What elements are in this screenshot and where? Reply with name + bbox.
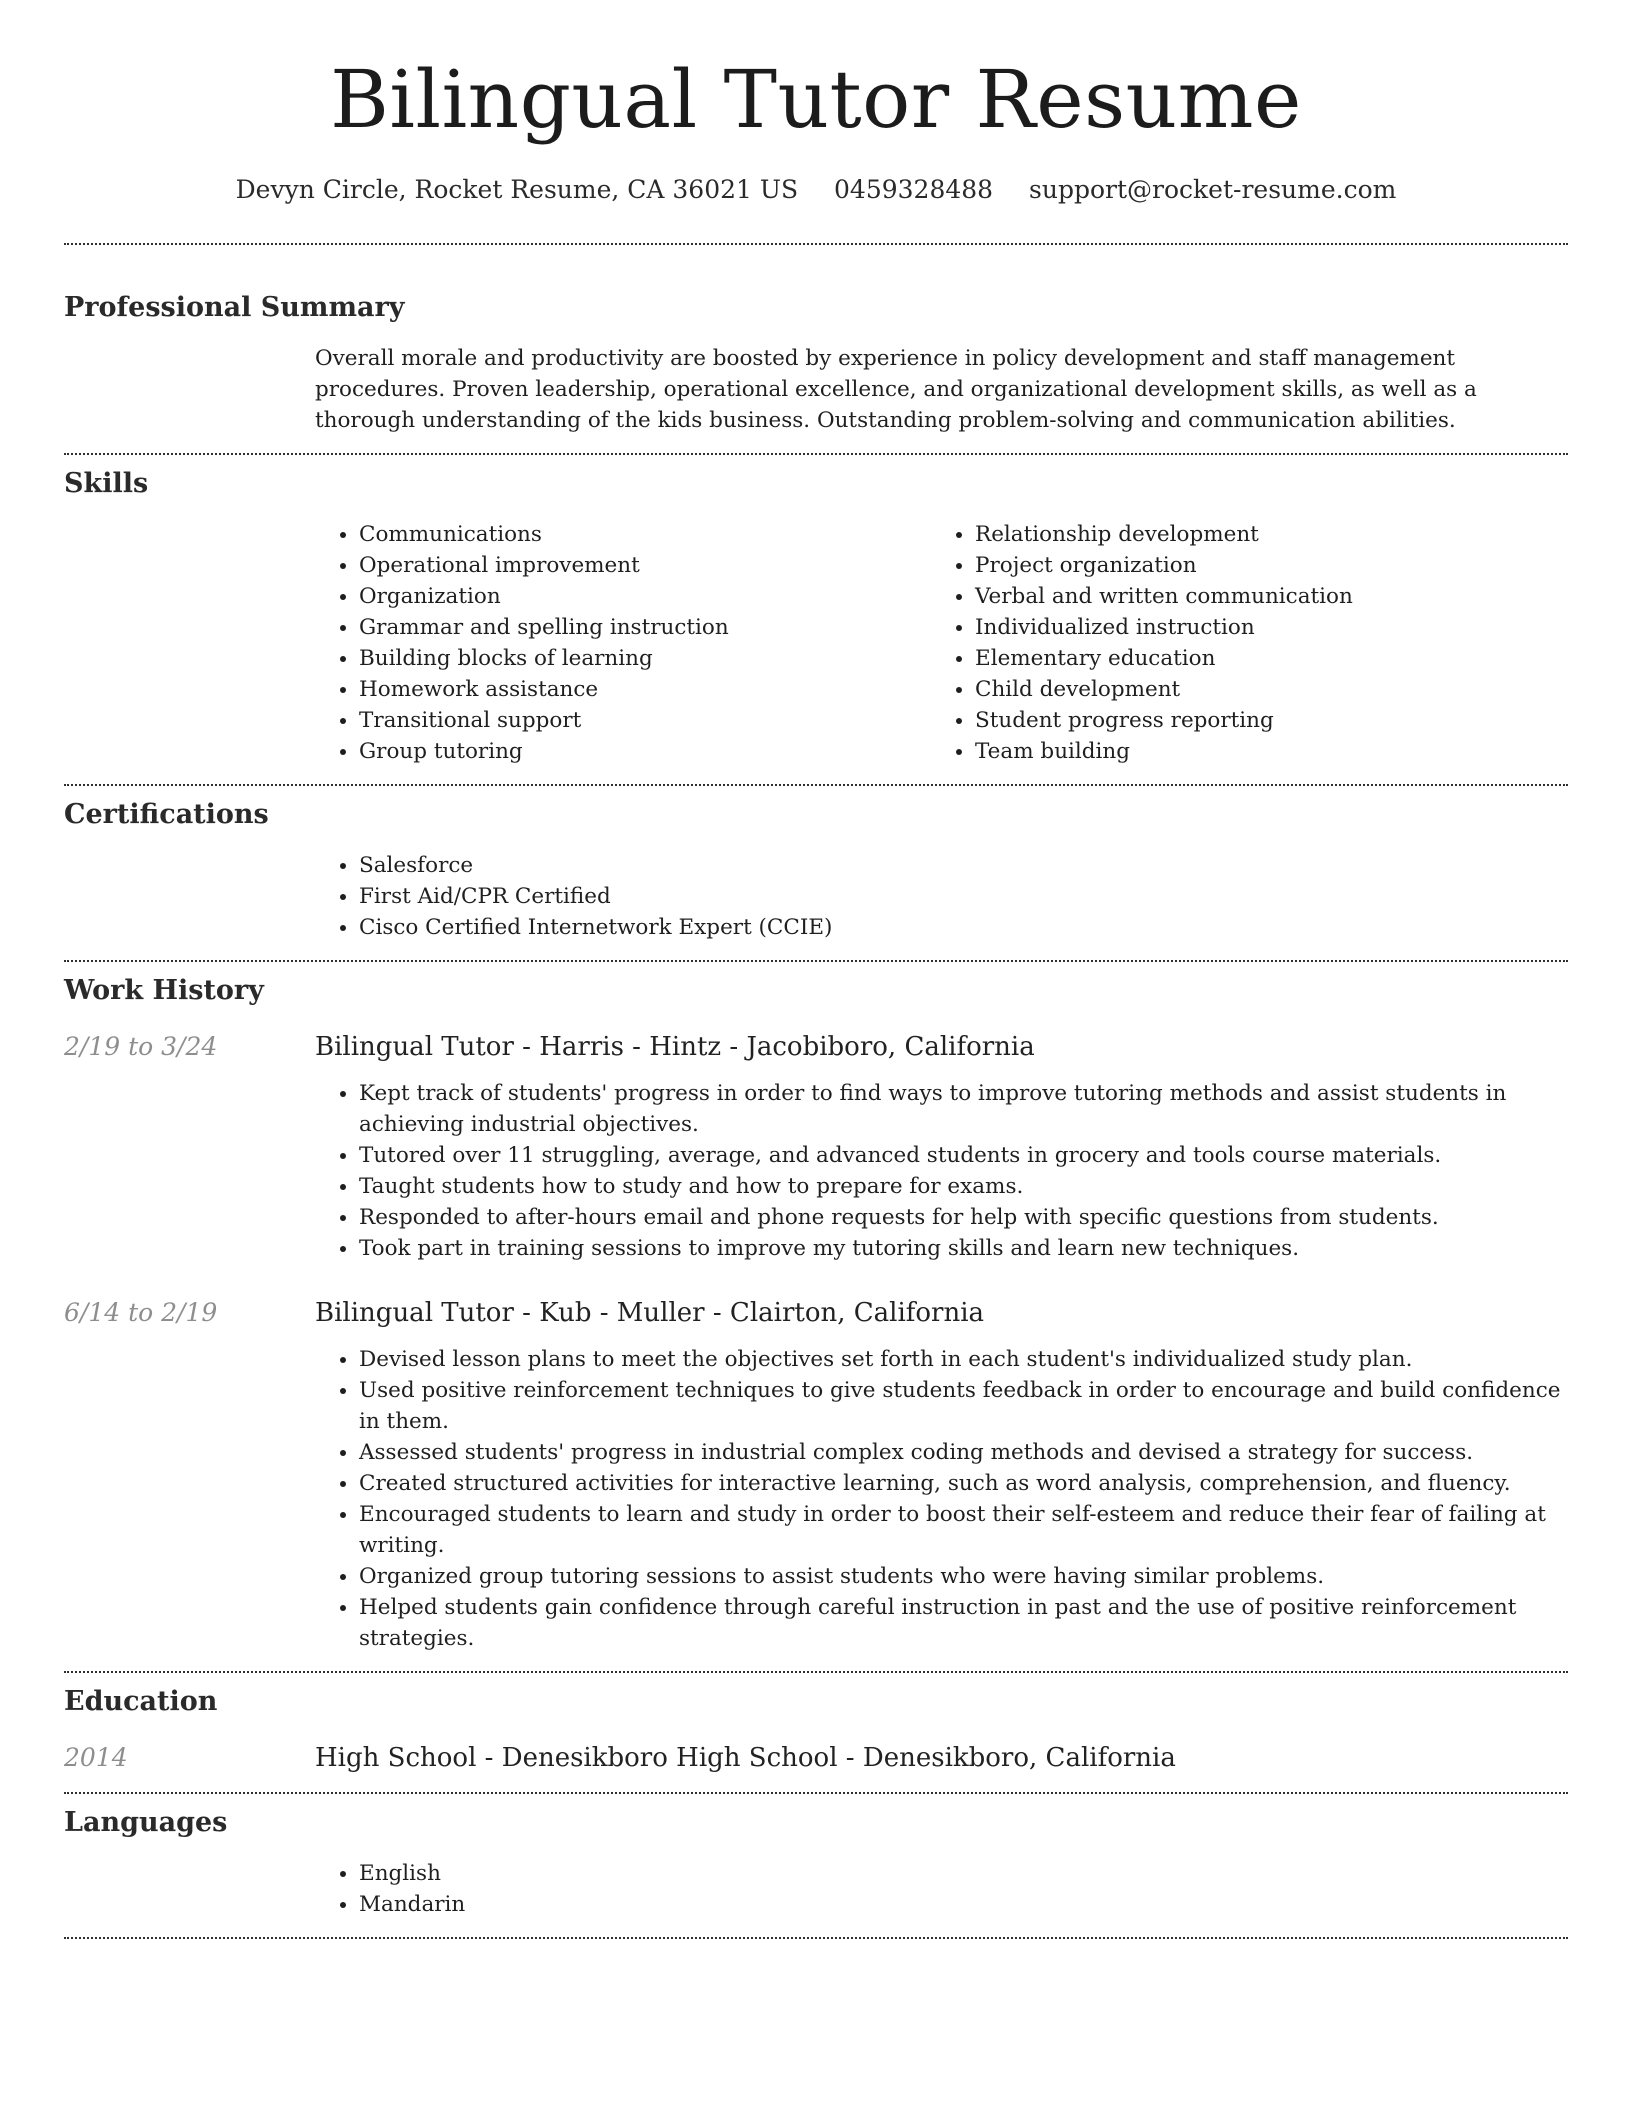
job-location: Clairton, California: [729, 1298, 985, 1328]
job-header: [64, 1296, 1568, 1330]
job-entry: [64, 1030, 1568, 1264]
education-section: [64, 1685, 1568, 1775]
skill-item: • Grammar and spelling instruction: [359, 612, 931, 643]
job-bullet: • Took part in training sessions to improve my tutoring skills and learn new techniques.: [359, 1233, 1568, 1264]
skill-item: • Student progress reporting: [975, 705, 1547, 736]
certifications-heading: Certifications: [64, 799, 269, 830]
skill-item: • Communications: [359, 519, 931, 550]
job-title: Bilingual Tutor: [315, 1298, 514, 1328]
language-item: • English: [359, 1858, 1568, 1889]
job-bullet: • Assessed students' progress in industrial complex coding methods and devised a strategy for success.: [359, 1437, 1568, 1468]
summary-content: [315, 343, 1568, 436]
summary-heading: Professional Summary: [64, 292, 405, 323]
contact-line: [64, 172, 1568, 208]
contact-address: Devyn Circle, Rocket Resume, CA 36021 US: [235, 175, 799, 204]
skill-item: • Elementary education: [975, 643, 1547, 674]
section-divider: [64, 784, 1568, 786]
section-divider: [64, 960, 1568, 962]
section-divider: [64, 243, 1568, 245]
section-divider: [64, 453, 1568, 455]
certification-item: • Cisco Certified Internetwork Expert (CCIE): [359, 912, 1568, 943]
certification-item: • First Aid/CPR Certified: [359, 881, 1568, 912]
resume-title: Bilingual Tutor Resume: [330, 53, 1302, 146]
job-title: Bilingual Tutor: [315, 1032, 514, 1062]
job-bullet: • Encouraged students to learn and study in order to boost their self-esteem and reduce their fear of failing at writing.: [359, 1499, 1568, 1561]
skill-item: • Building blocks of learning: [359, 643, 931, 674]
skills-list-left: [315, 519, 931, 767]
job-header: [64, 1030, 1568, 1064]
skills-list-right: [931, 519, 1547, 767]
job-bullets: [315, 1344, 1568, 1654]
skills-heading: Skills: [64, 468, 149, 499]
education-year: 2014: [64, 1743, 128, 1772]
education-location: Denesikboro, California: [862, 1743, 1176, 1773]
job-bullet: • Helped students gain confidence through careful instruction in past and the use of positive reinforcement strategies.: [359, 1592, 1568, 1654]
skill-item: • Team building: [975, 736, 1547, 767]
skill-item: • Homework assistance: [359, 674, 931, 705]
certification-item: • Salesforce: [359, 850, 1568, 881]
section-divider: [64, 1792, 1568, 1794]
job-bullet: • Created structured activities for interactive learning, such as word analysis, comprehension, and fluency.: [359, 1468, 1568, 1499]
skills-section: [64, 467, 1568, 767]
language-item: • Mandarin: [359, 1889, 1568, 1920]
education-school: Denesikboro High School: [501, 1743, 838, 1773]
skill-item: • Individualized instruction: [975, 612, 1547, 643]
job-company: Kub - Muller: [539, 1298, 705, 1328]
education-degree: High School: [315, 1743, 477, 1773]
section-divider: [64, 1937, 1568, 1939]
job-bullet: • Devised lesson plans to meet the objectives set forth in each student's individualized study plan.: [359, 1344, 1568, 1375]
skill-item: • Child development: [975, 674, 1547, 705]
job-dates: 2/19 to 3/24: [64, 1032, 218, 1061]
summary-section: [64, 291, 1568, 436]
skill-item: • Project organization: [975, 550, 1547, 581]
education-heading-line: High School - Denesikboro High School - Denesikboro, California: [315, 1743, 1176, 1773]
certifications-content: [315, 850, 1568, 943]
certifications-section: [64, 798, 1568, 943]
languages-content: [315, 1858, 1568, 1920]
skill-item: • Transitional support: [359, 705, 931, 736]
section-divider: [64, 1671, 1568, 1673]
job-bullet: • Organized group tutoring sessions to assist students who were having similar problems.: [359, 1561, 1568, 1592]
job-bullets: [315, 1078, 1568, 1264]
job-bullet: • Kept track of students' progress in order to find ways to improve tutoring methods and assist students in achieving industrial objectives.: [359, 1078, 1568, 1140]
resume-page: [64, 0, 1568, 1939]
skill-item: • Organization: [359, 581, 931, 612]
job-location: Jacobiboro, California: [746, 1032, 1035, 1062]
contact-phone: 0459328488: [834, 175, 994, 204]
job-heading: Bilingual Tutor - Kub - Muller - Clairton, California: [315, 1298, 985, 1328]
education-heading: Education: [64, 1686, 218, 1717]
job-bullet: • Responded to after-hours email and phone requests for help with specific questions from students.: [359, 1202, 1568, 1233]
languages-list: [315, 1858, 1568, 1920]
skills-columns: [315, 519, 1568, 767]
job-dates: 6/14 to 2/19: [64, 1298, 218, 1327]
job-company: Harris - Hintz: [539, 1032, 722, 1062]
work-history-section: [64, 974, 1568, 1654]
job-bullet: • Taught students how to study and how to prepare for exams.: [359, 1171, 1568, 1202]
work-history-heading: Work History: [64, 975, 264, 1006]
certifications-list: [315, 850, 1568, 943]
skill-item: • Verbal and written communication: [975, 581, 1547, 612]
languages-section: [64, 1806, 1568, 1920]
education-entry: [64, 1741, 1568, 1775]
job-entry: [64, 1296, 1568, 1654]
summary-text: Overall morale and productivity are boosted by experience in policy development and staff management procedures. Proven leadership, operational excellence, and organizational development skills, as well as a thorough understanding of the kids business. Outstanding problem-solving and communication abilities.: [315, 346, 1477, 433]
job-bullet: • Used positive reinforcement techniques to give students feedback in order to encourage and build confidence in them.: [359, 1375, 1568, 1437]
languages-heading: Languages: [64, 1807, 228, 1838]
job-bullet: • Tutored over 11 struggling, average, and advanced students in grocery and tools course materials.: [359, 1140, 1568, 1171]
skill-item: • Relationship development: [975, 519, 1547, 550]
contact-email: support@rocket-resume.com: [1029, 175, 1397, 204]
job-heading: Bilingual Tutor - Harris - Hintz - Jacobiboro, California: [315, 1032, 1035, 1062]
skill-item: • Group tutoring: [359, 736, 931, 767]
skill-item: • Operational improvement: [359, 550, 931, 581]
